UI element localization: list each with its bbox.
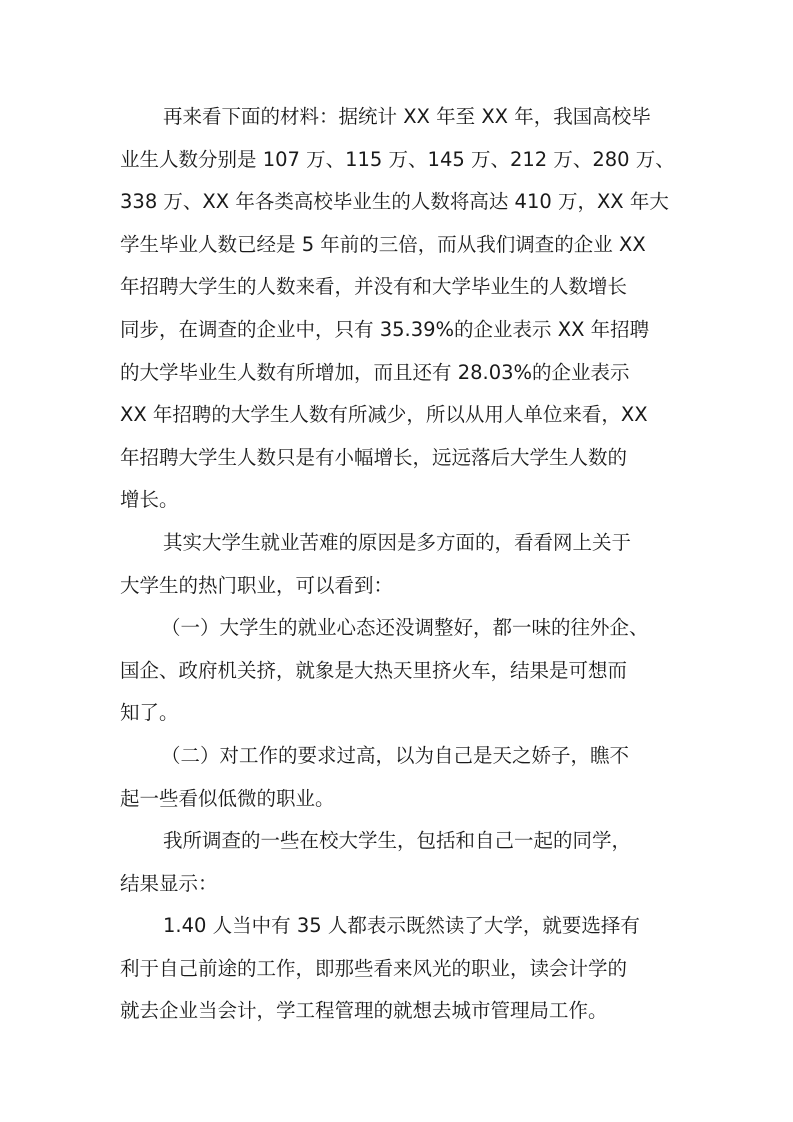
paragraph-5-line-2 <box>120 863 673 906</box>
paragraph-1-line-9 <box>120 437 673 480</box>
text-line: 就去企业当会计，学工程管理的就想去城市管理局工作。 <box>120 999 608 1023</box>
paragraph-3-line-2 <box>120 650 673 693</box>
text-line: 知了。 <box>120 701 179 725</box>
paragraph-1-line-6 <box>120 309 673 352</box>
paragraph-5-line-1 <box>120 820 673 863</box>
document-page <box>120 96 673 1033</box>
text-line: 结果显示： <box>120 871 218 895</box>
paragraph-2-line-1 <box>120 522 673 565</box>
text-line: 学生毕业人数已经是 5 年前的三倍，而从我们调查的企业 XX <box>120 232 646 256</box>
text-line: 我所调查的一些在校大学生，包括和自己一起的同学， <box>163 829 632 853</box>
paragraph-6-line-3 <box>120 990 673 1033</box>
paragraph-6-line-1 <box>120 905 673 948</box>
text-line: 利于自己前途的工作，即那些看来风光的职业，读会计学的 <box>120 956 628 980</box>
text-line: 增长。 <box>120 488 179 512</box>
paragraph-1-line-4 <box>120 224 673 267</box>
paragraph-1-line-1 <box>120 96 673 139</box>
text-line: 再来看下面的材料：据统计 XX 年至 XX 年，我国高校毕 <box>163 105 651 128</box>
paragraph-1-line-2 <box>120 139 673 182</box>
paragraph-1-line-8 <box>120 394 673 437</box>
paragraph-4-line-2 <box>120 778 673 821</box>
text-line: 其实大学生就业苦难的原因是多方面的，看看网上关于 <box>163 530 632 554</box>
text-line: （二）对工作的要求过高，以为自己是天之娇子，瞧不 <box>161 743 630 767</box>
text-line: 年招聘大学生的人数来看，并没有和大学毕业生的人数增长 <box>120 275 628 299</box>
text-line: 338 万、XX 年各类高校毕业生的人数将高达 410 万，XX 年大 <box>120 190 669 214</box>
paragraph-4-line-1 <box>120 735 673 778</box>
text-line: 大学生的热门职业，可以看到： <box>120 573 394 597</box>
text-line: 同步，在调查的企业中，只有 35.39%的企业表示 XX 年招聘 <box>120 317 650 341</box>
text-line: XX 年招聘的大学生人数有所减少，所以从用人单位来看，XX <box>120 403 648 427</box>
text-line: 的大学毕业生人数有所增加，而且还有 28.03%的企业表示 <box>120 360 630 384</box>
text-line: 业生人数分别是 107 万、115 万、145 万、212 万、280 万、 <box>120 147 675 171</box>
paragraph-1-line-5 <box>120 266 673 309</box>
paragraph-1-line-10 <box>120 479 673 522</box>
paragraph-3-line-1 <box>120 607 673 650</box>
text-line: 年招聘大学生人数只是有小幅增长，远远落后大学生人数的 <box>120 445 628 469</box>
paragraph-1-line-3 <box>120 181 673 224</box>
paragraph-2-line-2 <box>120 565 673 608</box>
paragraph-3-line-3 <box>120 692 673 735</box>
paragraph-6-line-2 <box>120 948 673 991</box>
text-line: （一）大学生的就业心态还没调整好，都一味的往外企、 <box>161 616 649 640</box>
text-line: 国企、政府机关挤，就象是大热天里挤火车，结果是可想而 <box>120 658 628 682</box>
text-line: 1.40 人当中有 35 人都表示既然读了大学，就要选择有 <box>163 914 640 938</box>
text-line: 起一些看似低微的职业。 <box>120 786 335 810</box>
paragraph-1-line-7 <box>120 352 673 395</box>
